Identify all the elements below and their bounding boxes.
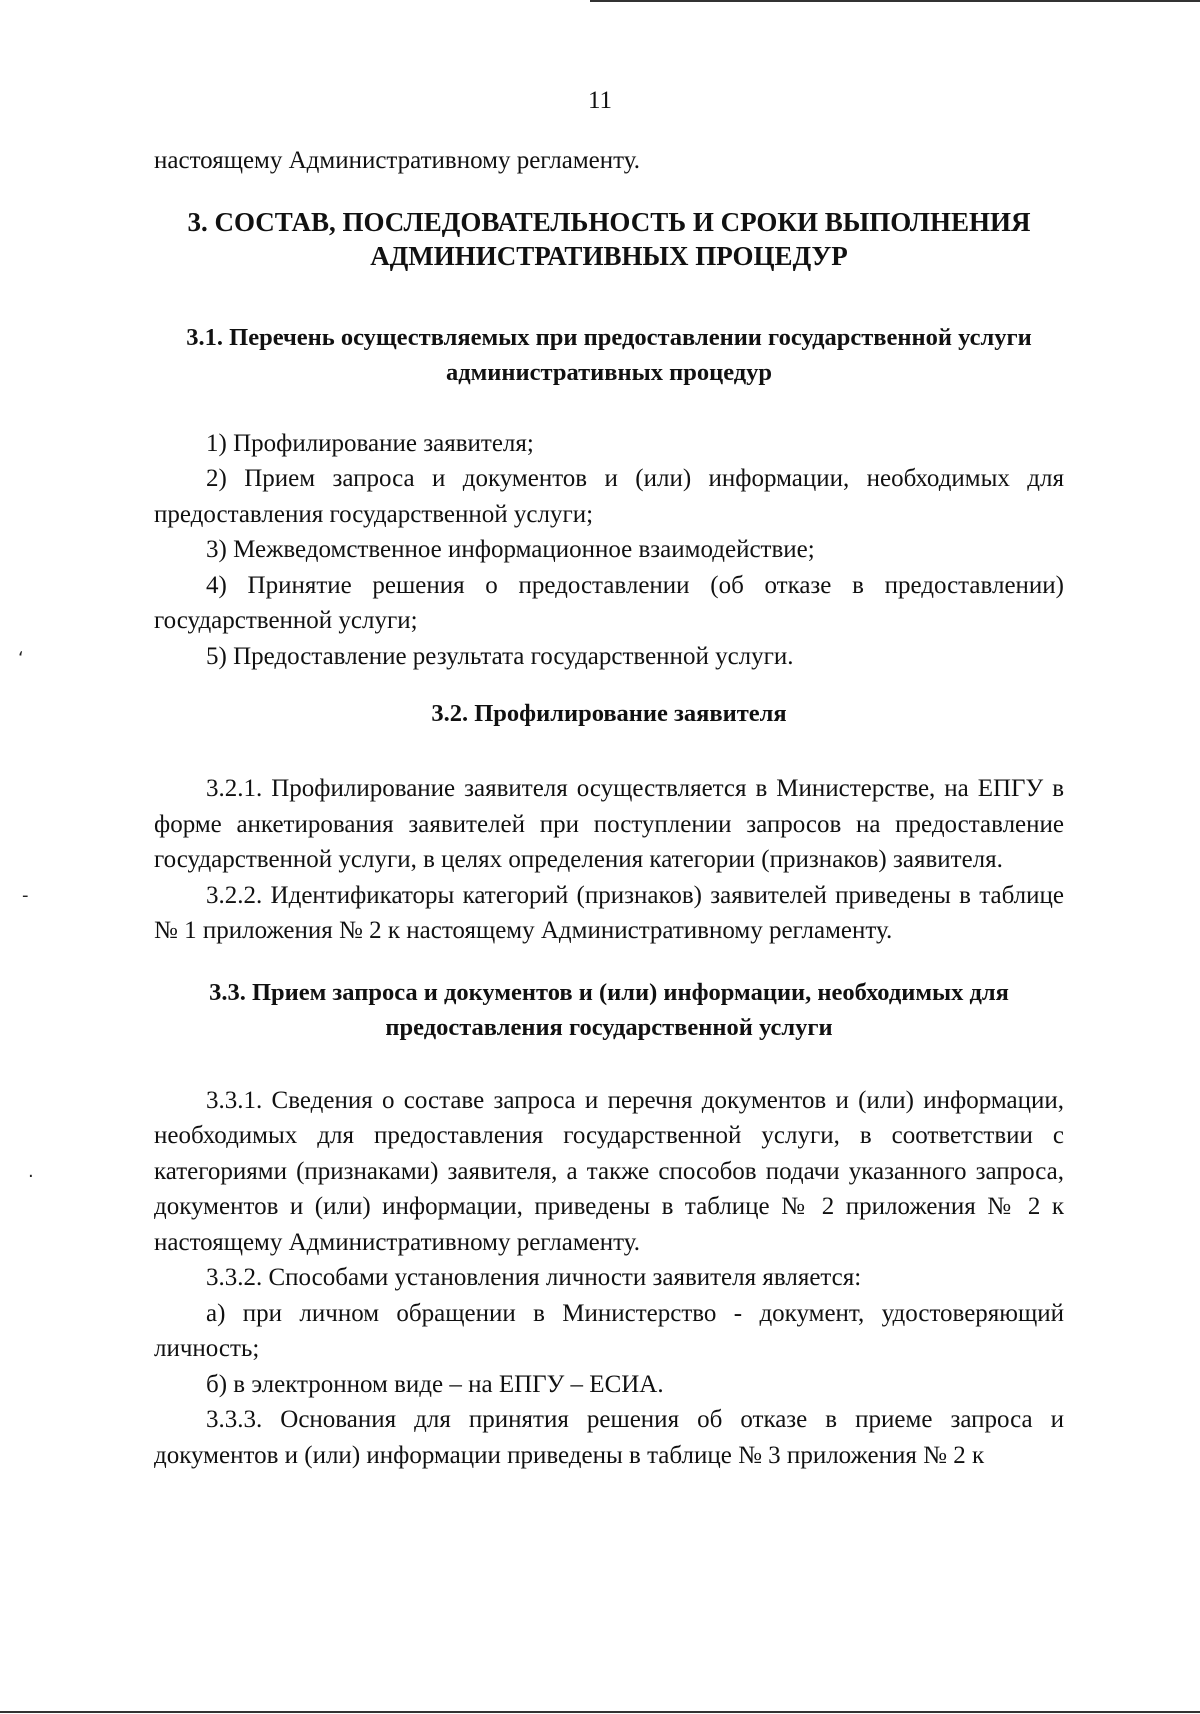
- paragraph-3-3-2: 3.3.2. Способами установления личности заявителя является:: [206, 1264, 862, 1291]
- list-item: 5) Предоставление результата государственной услуги.: [206, 642, 794, 670]
- paragraph-3-3-1: 3.3.1. Сведения о составе запроса и перечня документов и (или) информации, необходимых для предоставления государственной услуги, в соответствии с категориями (признаками) заявителя, а также способов подачи указанного запроса, документов и (или) информации, приведены в таблице № 2 приложения № 2 к настоящему Административному регламенту.: [154, 1086, 1064, 1256]
- page-number: 11: [587, 87, 613, 114]
- continuation-text: настоящему Административному регламенту.: [154, 147, 640, 174]
- section-3-2-heading: 3.2. Профилирование заявителя: [431, 700, 787, 727]
- paragraph-3-3-2-b: б) в электронном виде – на ЕПГУ – ЕСИА.: [206, 1370, 664, 1398]
- section-3-3-heading: 3.3. Прием запроса и документов и (или) информации, необходимых для предоставления государственной услуги: [209, 978, 1009, 1041]
- paragraph-3-3-2-a: а) при личном обращении в Министерство - документ, удостоверяющий личность;: [154, 1299, 1064, 1362]
- list-item: 2) Прием запроса и документов и (или) информации, необходимых для предоставления государственной услуги;: [154, 465, 1064, 528]
- scan-mark: ʻ: [18, 648, 24, 669]
- procedure-list: [154, 426, 1064, 675]
- list-item: 4) Принятие решения о предоставлении (об отказе в предоставлении) государственной услуги;: [154, 571, 1064, 634]
- list-item: 1) Профилирование заявителя;: [206, 429, 534, 457]
- bottom-edge-line: [0, 1711, 1200, 1713]
- section-3-heading: 3. СОСТАВ, ПОСЛЕДОВАТЕЛЬНОСТЬ И СРОКИ ВЫПОЛНЕНИЯ АДМИНИСТРАТИВНЫХ ПРОЦЕДУР: [187, 206, 1031, 271]
- list-item: 3) Межведомственное информационное взаимодействие;: [206, 536, 815, 563]
- paragraph-3-2-2: 3.2.2. Идентификаторы категорий (признаков) заявителей приведены в таблице № 1 приложения № 2 к настоящему Административному регламенту.: [154, 881, 1064, 944]
- paragraph-3-2-1: 3.2.1. Профилирование заявителя осуществляется в Министерстве, на ЕПГУ в форме анкетирования заявителей при поступлении запросов на предоставление государственной услуги, в целях определения категории (признаков) заявителя.: [154, 775, 1064, 873]
- section-3-1-heading: 3.1. Перечень осуществляемых при предоставлении государственной услуги административных процедур: [186, 323, 1032, 386]
- document-body: [154, 143, 1064, 1473]
- scan-mark: -: [22, 885, 29, 906]
- scan-mark: ·: [28, 1166, 34, 1187]
- paragraph-3-3-3: 3.3.3. Основания для принятия решения об отказе в приеме запроса и документов и (или) информации приведены в таблице № 3 приложения № 2 к: [154, 1406, 1064, 1469]
- top-edge-line: [590, 0, 1200, 2]
